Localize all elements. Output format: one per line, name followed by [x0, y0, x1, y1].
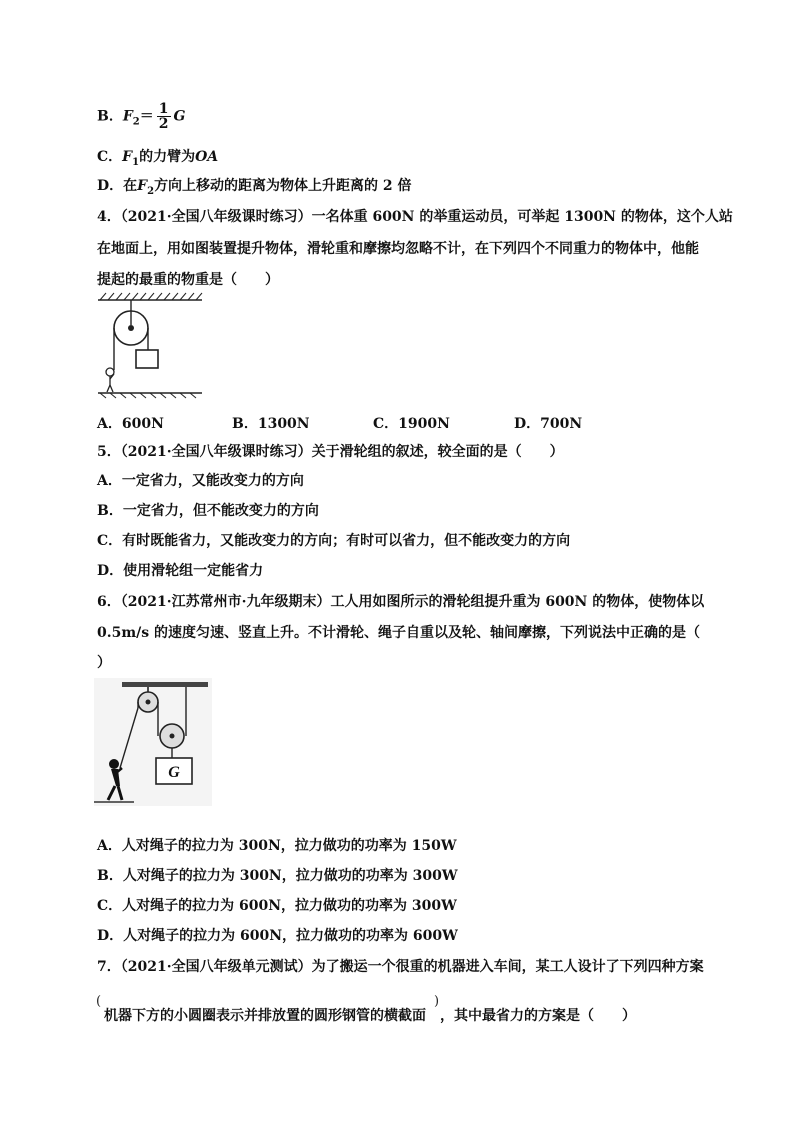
option-b-prev	[97, 102, 185, 132]
fraction-one-half	[157, 102, 171, 131]
q4-pulley-figure	[94, 290, 214, 400]
q6-option-d: D．人对绳子的拉力为 600N，拉力做功的功率为 600W	[97, 928, 458, 944]
q4-option-a: A．600N	[97, 416, 164, 432]
q5-option-c: C．有时既能省力，又能改变力的方向；有时可以省力，但不能改变力的方向	[97, 533, 571, 549]
q6-option-b: B．人对绳子的拉力为 300N，拉力做功的功率为 300W	[97, 868, 458, 884]
option-label: B．	[97, 108, 123, 125]
option-c-prev	[97, 147, 218, 173]
option-text-prefix: 在	[123, 178, 138, 194]
q5-option-a: A．一定省力，又能改变力的方向	[97, 473, 304, 489]
option-d-prev	[97, 176, 412, 202]
option-label: D．	[97, 178, 124, 194]
force-symbol: F	[122, 149, 133, 165]
option-text: 的力臂为	[139, 149, 196, 165]
option-label: C．	[97, 149, 123, 165]
equals-sign: ＝	[139, 108, 154, 125]
q4-text-line2: 在地面上，用如图装置提升物体，滑轮重和摩擦均忽略不计，在下列四个不同重力的物体中，他能	[97, 241, 699, 257]
q6-pulley-block-figure	[94, 678, 212, 806]
q6-text-line1: 6．（2021·江苏常州市·九年级期末）工人用如图所示的滑轮组提升重为 600N 的物体，使物体以	[97, 594, 705, 610]
q4-option-d: D．700N	[514, 416, 583, 432]
q4-text-line1: 4．（2021·全国八年级课时练习）一名体重 600N 的举重运动员，可举起 1300N 的物体，这个人站	[97, 209, 733, 225]
force-symbol: F	[122, 108, 133, 125]
q7-text-line1: 7．（2021·全国八年级单元测试）为了搬运一个很重的机器进入车间，某工人设计了下列四种方案	[97, 959, 704, 975]
q4-option-c: C．1900N	[373, 416, 450, 432]
q4-text-line3: 提起的最重的物重是（ ）	[97, 272, 279, 288]
weight-symbol: G	[173, 108, 186, 125]
q6-option-c: C．人对绳子的拉力为 600N，拉力做功的功率为 300W	[97, 898, 457, 914]
q5-option-d: D．使用滑轮组一定能省力	[97, 563, 264, 579]
q6-text-line2: 0.5m/s 的速度匀速、竖直上升。不计滑轮、绳子自重以及轮、轴间摩擦，下列说法中正确的是（	[97, 625, 701, 641]
q5-text-line1: 5．（2021·全国八年级课时练习）关于滑轮组的叙述，较全面的是（ ）	[97, 444, 564, 460]
lever-arm-symbol: OA	[195, 149, 219, 165]
q6-text-line3: ）	[97, 655, 111, 671]
q7-note-paren-close: )	[434, 994, 440, 1009]
q5-option-b: B．一定省力，但不能改变力的方向	[97, 503, 319, 519]
q7-text-tail: ，其中最省力的方案是（ ）	[440, 1008, 636, 1024]
option-text: 方向上移动的距离为物体上升距离的 2 倍	[154, 178, 412, 194]
q7-note-paren-open: (	[96, 994, 102, 1009]
load-label: G	[168, 764, 180, 781]
fraction-denominator: 2	[158, 116, 169, 132]
force-subscript: 2	[147, 185, 155, 197]
force-subscript: 1	[132, 156, 140, 168]
q6-option-a: A．人对绳子的拉力为 300N，拉力做功的功率为 150W	[97, 838, 457, 854]
force-subscript: 2	[132, 116, 140, 128]
q4-option-b: B．1300N	[232, 416, 310, 432]
q7-note-text: 机器下方的小圆圈表示并排放置的圆形钢管的横截面	[104, 1008, 426, 1024]
force-symbol: F	[137, 178, 148, 194]
fraction-numerator: 1	[158, 101, 169, 117]
